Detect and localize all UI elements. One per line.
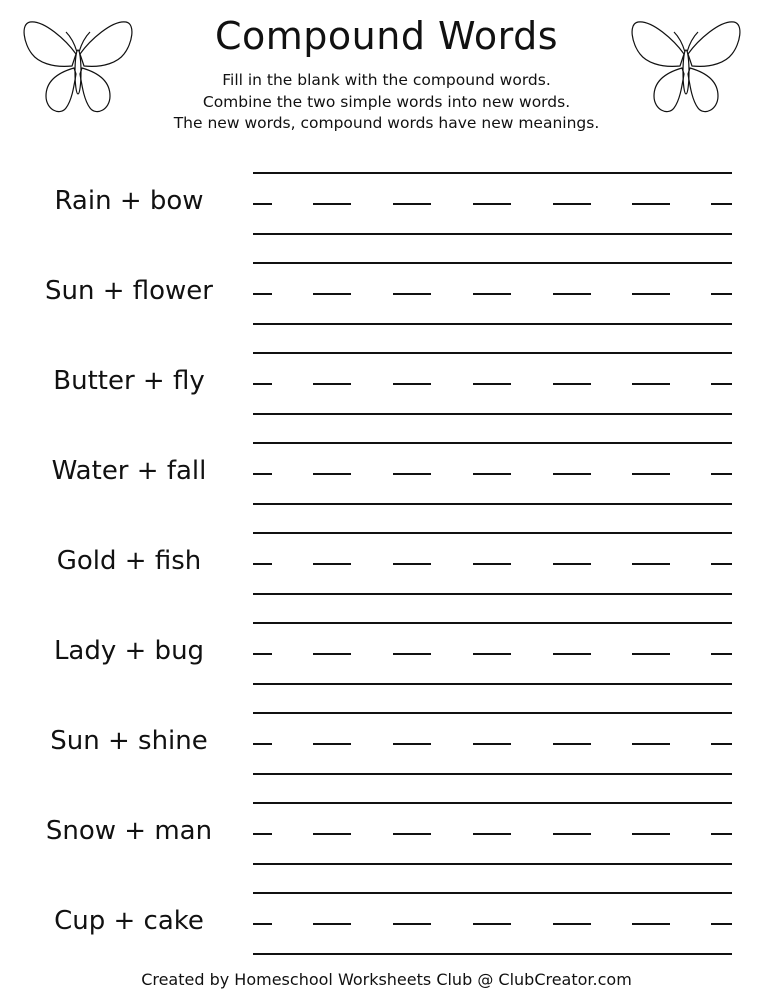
- exercise-row: [0, 802, 773, 892]
- handwriting-lines[interactable]: [250, 532, 740, 624]
- instruction-line: Combine the two simple words into new words.: [202, 92, 571, 111]
- exercise-prompt: Gold + fish: [56, 546, 202, 576]
- exercise-row: [0, 262, 773, 352]
- exercise-prompt: Sun + shine: [50, 726, 208, 756]
- handwriting-lines[interactable]: [250, 442, 740, 534]
- page-title: Compound Words: [214, 14, 558, 58]
- instructions: [0, 70, 773, 135]
- handwriting-lines[interactable]: [250, 172, 740, 264]
- exercise-row: [0, 532, 773, 622]
- exercise-row: [0, 622, 773, 712]
- exercise-prompt: Sun + flower: [44, 276, 213, 306]
- instruction-line: The new words, compound words have new meanings.: [173, 114, 600, 132]
- exercise-row: [0, 442, 773, 532]
- handwriting-lines[interactable]: [250, 262, 740, 354]
- exercise-row: [0, 712, 773, 802]
- exercise-row: [0, 352, 773, 442]
- handwriting-lines[interactable]: [250, 802, 740, 894]
- handwriting-lines[interactable]: [250, 622, 740, 714]
- exercise-prompt: Butter + fly: [53, 366, 205, 396]
- exercise-prompt: Water + fall: [51, 456, 207, 486]
- handwriting-lines[interactable]: [250, 352, 740, 444]
- exercise-prompt: Cup + cake: [54, 906, 204, 936]
- exercise-prompt: Lady + bug: [53, 636, 205, 666]
- exercise-prompt: Snow + man: [45, 816, 213, 846]
- instruction-line: Fill in the blank with the compound words.: [222, 71, 551, 89]
- exercise-prompt: Rain + bow: [54, 186, 204, 216]
- exercise-row: [0, 172, 773, 262]
- exercise-row: [0, 892, 773, 982]
- footer-credit: Created by Homeschool Worksheets Club @ ClubCreator.com: [141, 970, 632, 989]
- handwriting-lines[interactable]: [250, 712, 740, 804]
